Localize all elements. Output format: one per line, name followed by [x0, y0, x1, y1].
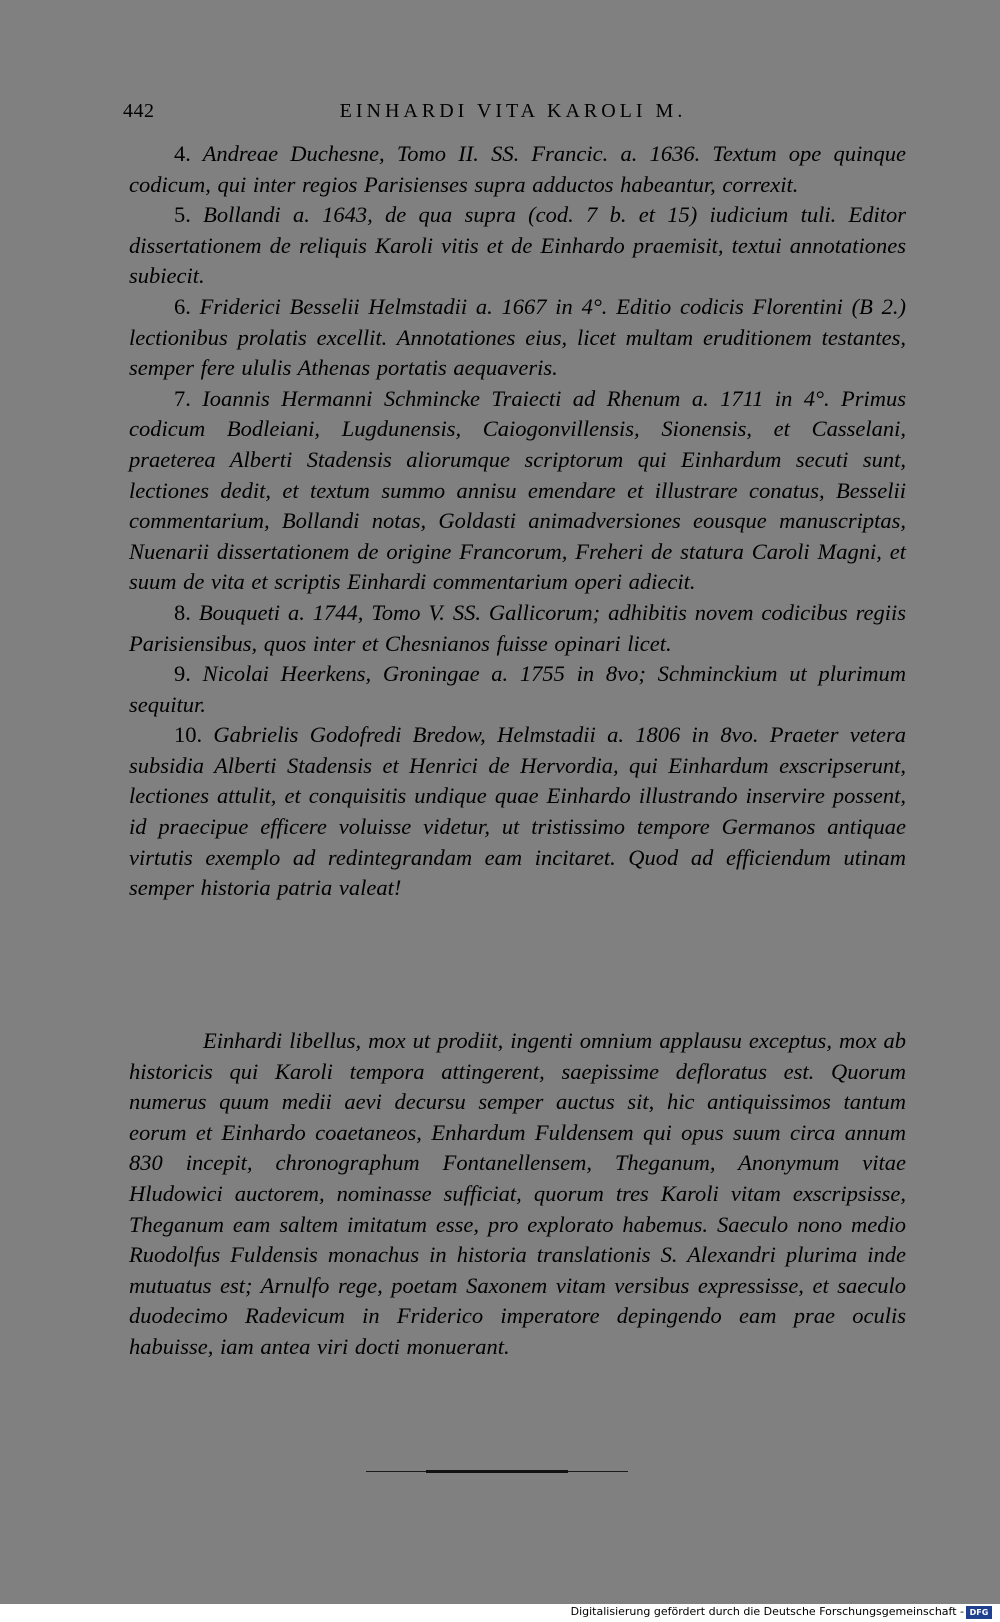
page-header: [123, 100, 903, 132]
body-paragraph: Einhardi libellus, mox ut prodiit, ingenti omnium applausu exceptus, mox ab historicis qui Karoli tempora attingerent, saepissime defloratus est. Quorum numerus quum medii aevi decursu semper auctus sit, hic antiquissimos tantum eorum et Einhardo coaetaneos, Enhardum Fuldensem qui opus suum circa annum 830 incepit, chronographum Fontanellensem, Theganum, Anonymum vitae Hludowici auctorem, nominasse sufficiat, quorum tres Karoli vitam exscripsisse, Theganum eam saltem imitatum esse, pro explorato habemus. Saeculo nono medio Ruodolfus Fuldensis monachus in historia translationis S. Alexandri plurima inde mutuatus est; Arnulfo rege, poetam Saxonem vitam versibus expressisse, et saeculo duodecimo Radevicum in Friderico imperatore depingendo eam prae oculis habuisse, iam antea viri docti monuerant.: [129, 1028, 906, 1359]
dfg-logo-icon: DFG: [966, 1606, 992, 1619]
entry-number: 7.: [174, 385, 191, 411]
list-item: [129, 598, 906, 659]
entry-text: Ioannis Hermanni Schmincke Traiecti ad Rhenum a. 1711 in 4°. Primus codicum Bodleiani, Lugdunensis, Caiogonvillensis, Sionensis, et Casselani, praeterea Alberti Stadensis aliorumque scriptorum qui Einhardum secuti sunt, lectiones dedit, et textum summo annisu emendare et illustrare conatus, Besselii commentarium, Bollandi notas, Goldasti animadversiones eousque manuscriptas, Nuenarii dissertationem de origine Francorum, Freheri de statura Caroli Magni, et suum de vita et scriptis Einhardi commentarium operi adiecit.: [129, 385, 907, 595]
list-item: [129, 720, 906, 904]
entry-text: Friderici Besselii Helmstadii a. 1667 in 4°. Editio codicis Florentini (B 2.) lectionibus prolatis excellit. Annotationes eius, licet multam eruditionem testantes, semper fere ululis Athenas portatis aequaveris.: [129, 293, 906, 381]
entry-number: 9.: [174, 661, 191, 687]
entry-text: Andreae Duchesne, Tomo II. SS. Francic. a. 1636. Textum ope quinque codicum, qui inter regios Parisienses supra adductos habeantur, correxit.: [129, 141, 907, 197]
entry-text: Gabrielis Godofredi Bredow, Helmstadii a. 1806 in 8vo. Praeter vetera subsidia Alberti Stadensis et Henrici de Hervordia, qui Einhardum exscripserunt, lectiones attulit, et conquisitis undique quae Einhardo illustrando inservire possent, id praecipue efficere voluisse videtur, ut tristissimo tempore Germanos antiquae virtutis exemplo ad redintegrandam eam incitaret. Quod ad efficiendum utinam semper historia patria valeat!: [129, 722, 906, 901]
editions-list: [129, 139, 906, 904]
entry-number: 5.: [174, 202, 191, 228]
entry-number: 10.: [174, 722, 203, 748]
end-ornament-rule: [366, 1470, 628, 1474]
list-item: [129, 384, 906, 598]
running-title: EINHARDI VITA KAROLI M.: [339, 100, 687, 122]
entry-number: 4.: [174, 141, 191, 166]
entry-text: Bouqueti a. 1744, Tomo V. SS. Gallicorum; adhibitis novem codicibus regiis Parisiensibus, quos inter et Chesnianos fuisse opinari licet.: [129, 599, 907, 656]
list-item: [129, 200, 906, 292]
entry-number: 6.: [174, 293, 191, 319]
digitization-credit: Digitalisierung gefördert durch die Deutsche Forschungsgemeinschaft -: [570, 1605, 964, 1618]
footer-bar: [0, 1604, 1000, 1622]
entry-number: 8.: [174, 599, 191, 625]
list-item: [129, 292, 906, 384]
entry-text: Nicolai Heerkens, Groningae a. 1755 in 8vo; Schminckium ut plurimum sequitur.: [129, 661, 907, 717]
list-item: [129, 139, 906, 200]
list-item: [129, 659, 906, 720]
entry-text: Bollandi a. 1643, de qua supra (cod. 7 b. et 15) iudicium tuli. Editor dissertationem de reliquis Karoli vitis et de Einhardo praemisit, textui annotationes subiecit.: [129, 202, 907, 289]
page-number: 442: [123, 100, 155, 122]
